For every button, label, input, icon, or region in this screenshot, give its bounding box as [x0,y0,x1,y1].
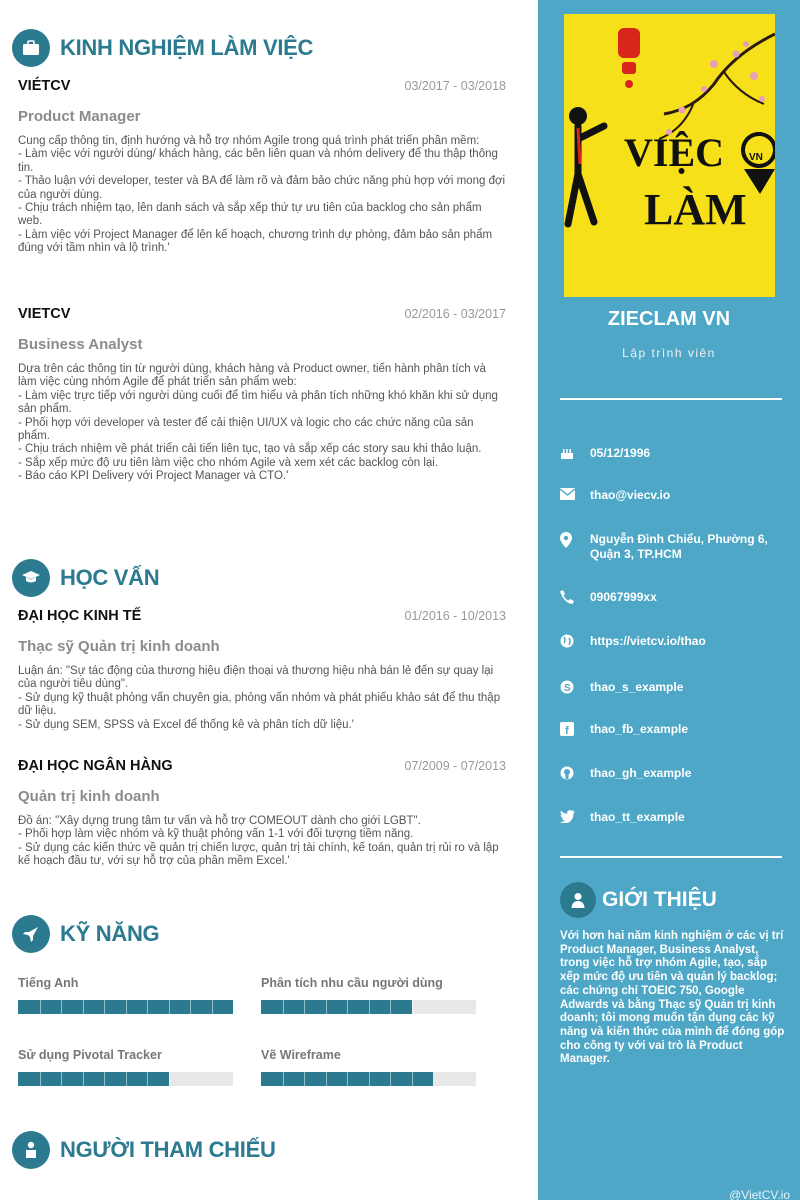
skill-bar-segment [40,1000,41,1014]
person-icon [12,1131,50,1169]
rocket-icon [12,915,50,953]
section-title: NGƯỜI THAM CHIẾU [60,1137,276,1162]
date-range: 03/2017 - 03/2018 [404,79,506,93]
svg-text:S: S [564,683,571,694]
twitter-icon [560,810,590,823]
profile-photo [564,14,775,297]
intro-text: Với hơn hai năm kinh nghiệm ở các vị trí Product Manager, Business Analyst, trong việc hỗ trợ nhóm Agile, tạo, sắp xếp mức độ ưu tiên và quản lý backlog; các chứng chỉ TOEIC 750, Google Adwards và bằng Thạc sỹ Quản trị kinh doanh; tôi mong muốn tận dụng các kỹ năng và kiến thức của mình để đóng góp cho công ty với vai trò là Product Manager. [560,930,785,1066]
date-range: 07/2009 - 07/2013 [404,759,506,773]
school-name: ĐẠI HỌC NGÂN HÀNG [18,758,173,774]
watermark: @VietCV.io [729,1188,790,1200]
skill-bar-segment [169,1000,170,1014]
skill-item [261,976,476,1048]
globe-icon [560,634,590,648]
skill-bar-fill [18,1072,169,1086]
skill-item [18,1048,233,1120]
contact-birthday [560,446,790,461]
skill-bar-segment [61,1072,62,1086]
phone-icon [560,590,590,604]
skill-bar-segment [126,1072,127,1086]
skill-bar-fill [261,1072,433,1086]
education-entry [18,758,506,869]
skill-name: Sử dụng Pivotal Tracker [18,1048,162,1062]
contact-address [560,532,790,562]
experience-heading [18,28,313,68]
skill-bar-segment [104,1072,105,1086]
skill-bar-fill [261,1000,412,1014]
skill-bar-segment [412,1072,413,1086]
skill-bar-segment [326,1072,327,1086]
skill-bar-segment [40,1072,41,1086]
references-heading [18,1130,276,1170]
education-entry [18,608,506,732]
svg-text:VIỆC: VIỆC [624,130,725,175]
skill-bar-segment [83,1072,84,1086]
skill-bar-segment [212,1000,213,1014]
contact-value: thao_s_example [590,680,684,694]
divider [560,856,782,858]
contact-value: Nguyễn Đình Chiểu, Phường 6, Quận 3, TP.HCM [590,532,768,561]
company-name: VIETCV [18,306,71,322]
skill-name: Vẽ Wireframe [261,1048,341,1062]
intro-heading [560,882,717,918]
map-pin-icon [560,532,590,548]
skill-bar-segment [369,1072,370,1086]
job-role: Product Manager [18,108,141,125]
education-description: Luận án: "Sự tác động của thương hiệu điện thoại và thương hiệu nhà bán lẻ đến sự quay lại của người tiêu dùng". - Sử dụng kỹ thuật phỏng vấn chuyên gia, phỏng vấn nhóm và phát phiếu khảo sát để thu thập dữ liệu. - Sử dụng SEM, SPSS và Excel để thống kê và phân tích dữ liệu.' [18,665,501,731]
skill-bar-segment [390,1072,391,1086]
skill-item [18,976,233,1048]
section-title: KINH NGHIỆM LÀM VIỆC [60,35,314,60]
skill-bar-segment [147,1072,148,1086]
briefcase-icon [12,29,50,67]
skill-bar-segment [390,1000,391,1014]
skill-bar-segment [304,1072,305,1086]
contact-value: thao_tt_example [590,810,685,824]
skill-bar-segment [126,1000,127,1014]
skill-bar-segment [369,1000,370,1014]
degree: Thạc sỹ Quản trị kinh doanh [18,638,220,655]
skill-name: Tiếng Anh [18,976,79,990]
contact-value: thao_gh_example [590,766,692,780]
date-range: 01/2016 - 10/2013 [404,609,506,623]
contact-email[interactable] [560,488,790,503]
skill-bar-segment [283,1072,284,1086]
skill-bar-segment [169,1072,170,1086]
contact-value: 05/12/1996 [590,446,651,460]
svg-text:LÀM: LÀM [644,185,747,234]
job-role: Business Analyst [18,336,143,353]
contact-value: https://vietcv.io/thao [590,634,706,648]
education-heading [18,558,159,598]
contact-github[interactable] [560,766,790,781]
degree: Quản trị kinh doanh [18,788,160,805]
section-title: GIỚI THIỆU [602,888,717,911]
skill-bar-segment [104,1000,105,1014]
experience-entry [18,78,506,256]
skill-bar-segment [61,1000,62,1014]
envelope-icon [560,488,590,500]
cake-icon [560,446,590,460]
school-name: ĐẠI HỌC KINH TẾ [18,608,142,624]
contact-skype[interactable] [560,680,790,695]
divider [560,398,782,400]
section-title: HỌC VẤN [60,565,160,590]
skill-bar-segment [83,1000,84,1014]
skill-bar [18,1000,233,1014]
contact-twitter[interactable] [560,810,790,825]
skill-bar [261,1072,476,1086]
contact-facebook[interactable] [560,722,790,737]
facebook-icon [560,722,590,736]
skills-grid [18,976,476,1120]
skill-bar [18,1072,233,1086]
skill-bar-segment [412,1000,413,1014]
skill-bar-segment [347,1000,348,1014]
date-range: 02/2016 - 03/2017 [404,307,506,321]
contact-value: 09067999xx [590,590,657,604]
section-title: KỸ NĂNG [60,921,160,946]
profile-name: ZIECLAM VN [607,308,731,330]
skill-name: Phân tích nhu cầu người dùng [261,976,443,990]
contact-phone[interactable] [560,590,790,605]
experience-entry [18,306,506,484]
skill-item [261,1048,476,1120]
skype-icon [560,680,590,694]
contact-value: thao_fb_example [590,722,689,736]
sidebar [538,0,800,1200]
skill-bar [261,1000,476,1014]
svg-text:f: f [565,725,569,736]
skill-bar-segment [147,1000,148,1014]
graduation-cap-icon [12,559,50,597]
contact-website[interactable] [560,634,790,649]
user-icon [560,882,596,918]
skill-bar-segment [190,1000,191,1014]
company-name: VIÉTCV [18,78,71,94]
skill-bar-segment [283,1000,284,1014]
job-description: Cung cấp thông tin, định hướng và hỗ trợ nhóm Agile trong quá trình phát triển phần mềm: - Làm việc với người dùng/ khách hàng, các bên liên quan và nhóm delivery để thu thập thông tin. - Thảo luận với developer, tester và BA để làm rõ và đảm bảo chức năng phù hợp với mong đợi của người dùng. - Chịu trách nhiệm tạo, lên danh sách và sắp xếp thứ tự ưu tiên của backlog cho sản phẩm web. - Làm việc với Project Manager để lên kế hoạch, chương trình dự phòng, đảm bảo sản phẩm đúng với tầm nhìn và lộ trình.' [18,135,506,255]
skill-bar-segment [304,1000,305,1014]
contact-value: thao@viecv.io [590,488,671,502]
viec-lam-logo [564,14,775,297]
skill-bar-segment [347,1072,348,1086]
skills-heading [18,914,159,954]
svg-text:VN: VN [749,152,763,163]
job-description: Dựa trên các thông tin từ người dùng, khách hàng và Product owner, tiến hành phân tích và làm việc cùng nhóm Agile để phát triển sản phẩm web: - Làm việc trực tiếp với người dùng cuối để tìm hiểu và phân tích những khó khăn khi sử dụng sản phẩm. - Phối hợp với developer và tester để cải thiện UI/UX và logic cho các chức năng của sản phẩm. - Chịu trách nhiệm về phát triển cải tiến liên tục, tạo và sắp xếp các story sau khi thảo luận. - Sắp xếp mức độ ưu tiên làm việc cho nhóm Agile và xem xét các backlog còn lại. - Báo cáo KPI Delivery với Project Manager và CTO.' [18,363,498,483]
skill-bar-fill [18,1000,233,1014]
skill-bar-segment [326,1000,327,1014]
github-icon [560,766,590,780]
profile-job-title: Lập trình viên [622,346,716,360]
education-description: Đồ án: "Xây dựng trung tâm tư vấn và hỗ trợ COMEOUT dành cho giới LGBT". - Phối hợp làm việc nhóm và kỹ thuật phỏng vấn 1-1 với đối tượng tiềm năng. - Sử dụng các kiến thức về quản trị chiến lược, quản trị tài chính, kế toán, quản trị rủi ro và lập kế hoạch đầu tư, với sự hỗ trợ của phần mềm Excel.' [18,815,499,868]
